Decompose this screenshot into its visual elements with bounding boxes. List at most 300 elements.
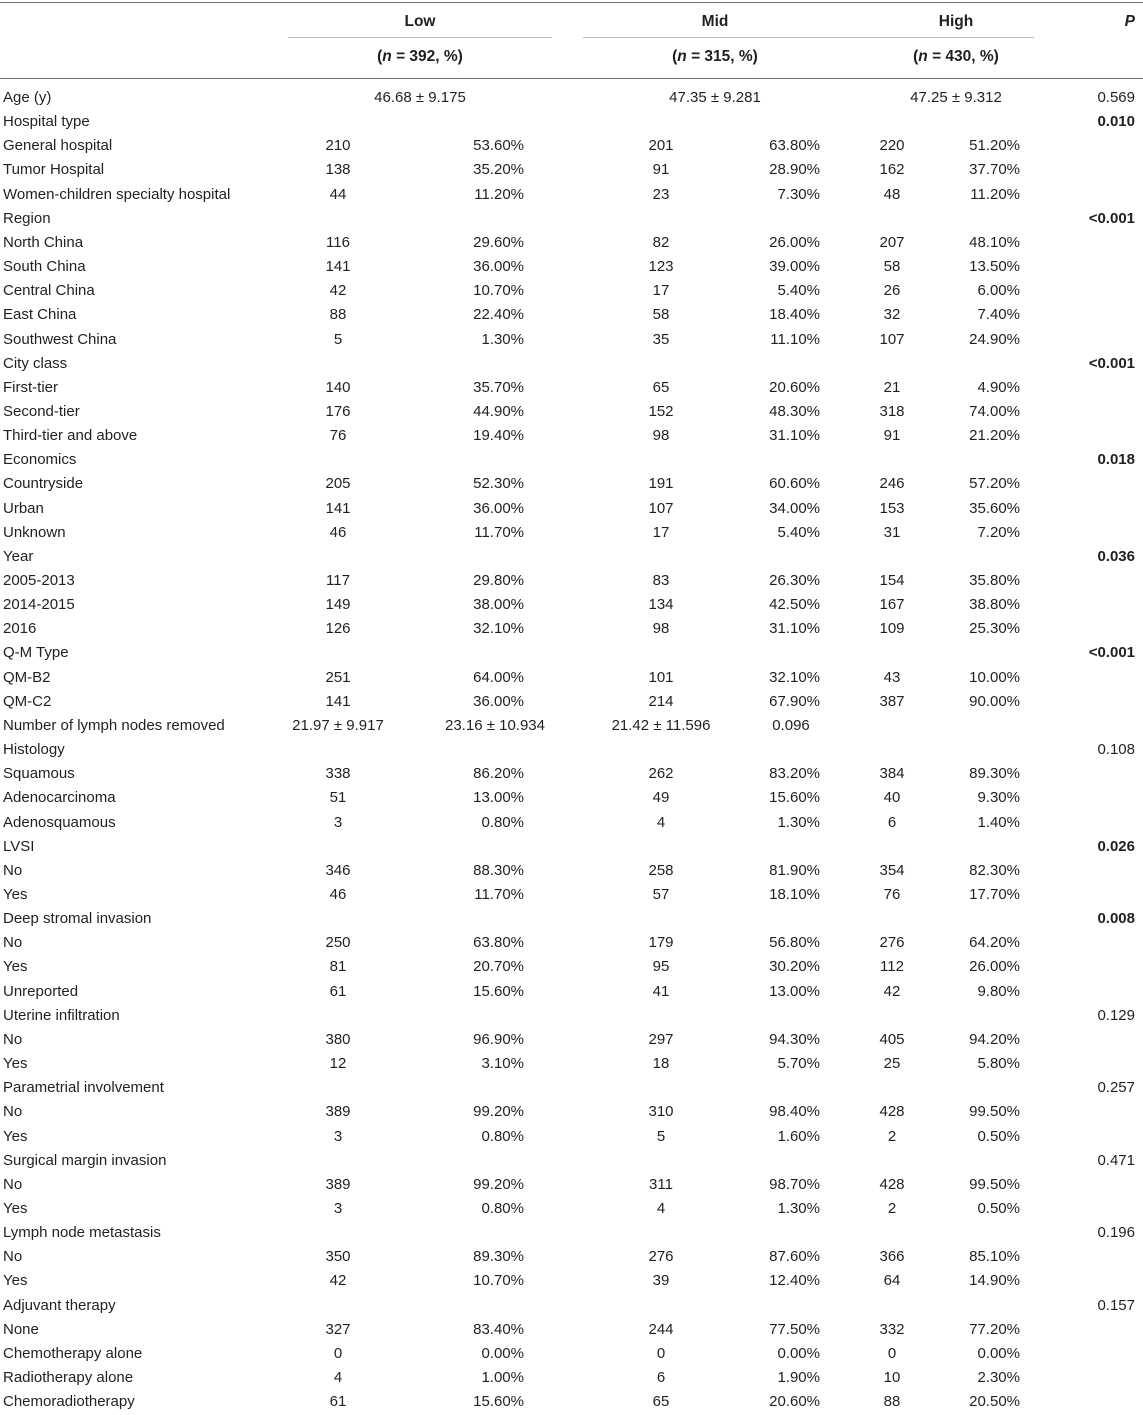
high-percent: 7.40% <box>977 306 1020 324</box>
low-percent: 11.20% <box>474 185 524 203</box>
section-row <box>0 352 1143 376</box>
table-row <box>0 811 1143 835</box>
p-value: 0.026 <box>1097 837 1135 855</box>
mid-percent: 26.30% <box>769 572 820 589</box>
section-row <box>0 907 1143 931</box>
table-row <box>0 593 1143 617</box>
high-count: 64 <box>883 1272 901 1290</box>
mid-percent: 63.80% <box>769 137 820 155</box>
row-label: Year <box>3 547 34 565</box>
low-percent: 99.20% <box>473 1175 524 1193</box>
mid-count: 5 <box>656 1127 666 1145</box>
low-percent: 35.20% <box>473 161 524 179</box>
high-percent: 17.70% <box>969 885 1020 903</box>
low-count: 205 <box>325 475 351 493</box>
mid-percent: 87.60% <box>769 1248 820 1266</box>
high-percent: 90.00% <box>969 692 1020 710</box>
mid-mean-sd: 47.35 ± 9.281 <box>669 89 761 106</box>
table-row <box>0 303 1143 327</box>
row-label: No <box>3 1030 23 1048</box>
low-percent: 20.70% <box>473 958 524 976</box>
mid-percent: 11.10% <box>770 330 820 348</box>
table-row <box>0 1173 1143 1197</box>
table-row <box>0 980 1143 1004</box>
low-percent: 36.00% <box>473 258 524 275</box>
section-row <box>0 1149 1143 1173</box>
p-value: 0.008 <box>1097 910 1135 928</box>
high-count: 21 <box>883 378 901 396</box>
high-percent: 82.30% <box>969 861 1020 879</box>
low-count: 61 <box>329 982 347 1000</box>
row-label: General hospital <box>3 137 113 155</box>
p-value: 0.018 <box>1097 451 1135 469</box>
mid-count: 98 <box>652 620 670 638</box>
mid-percent: 94.30% <box>769 1030 820 1048</box>
high-count: 207 <box>879 233 905 251</box>
mid-percent: 98.70% <box>769 1175 820 1193</box>
mid-percent: 5.40% <box>777 523 820 541</box>
high-count: 0 <box>887 1344 897 1362</box>
high-count: 354 <box>879 861 905 879</box>
high-percent: 9.80% <box>977 982 1020 1000</box>
row-label: Central China <box>3 282 95 300</box>
high-percent: 0.50% <box>977 1199 1020 1217</box>
header-mid: Mid <box>701 13 729 30</box>
p-value: 0.471 <box>1097 1151 1135 1169</box>
low-count: 176 <box>325 402 351 420</box>
low-count: 389 <box>325 1103 351 1121</box>
low-count: 346 <box>325 861 351 879</box>
row-label: Hospital type <box>3 113 90 131</box>
high-mean-sd: 21.42 ± 11.596 <box>611 716 711 734</box>
mid-percent: 39.00% <box>769 258 820 275</box>
high-mean-sd: 47.25 ± 9.312 <box>910 89 1002 106</box>
p-value: 0.096 <box>772 716 810 734</box>
mid-count: 107 <box>648 499 674 517</box>
low-count: 88 <box>329 306 347 324</box>
low-count: 251 <box>325 668 351 686</box>
table-row <box>0 786 1143 810</box>
high-count: 384 <box>879 765 905 783</box>
high-percent: 85.10% <box>969 1248 1020 1266</box>
low-percent: 0.80% <box>481 1199 524 1217</box>
row-label: 2005-2013 <box>3 572 75 589</box>
mid-count: 17 <box>652 282 670 300</box>
row-label: 2014-2015 <box>3 596 75 614</box>
mid-percent: 83.20% <box>769 765 820 783</box>
row-label: Histology <box>3 741 65 758</box>
section-row <box>0 545 1143 569</box>
table-row <box>0 1052 1143 1076</box>
mid-percent: 81.90% <box>769 861 820 879</box>
low-percent: 13.00% <box>473 789 524 807</box>
high-count: 405 <box>879 1030 905 1048</box>
high-count: 76 <box>883 885 901 903</box>
low-percent: 89.30% <box>473 1248 524 1266</box>
table-row <box>0 1197 1143 1221</box>
low-count: 3 <box>333 1199 343 1217</box>
mid-percent: 5.40% <box>777 282 820 300</box>
p-value: <0.001 <box>1088 644 1135 662</box>
high-percent: 99.50% <box>969 1103 1020 1121</box>
low-percent: 0.80% <box>481 813 524 831</box>
high-percent: 11.20% <box>970 185 1020 203</box>
p-value: 0.129 <box>1097 1006 1135 1024</box>
mid-count: 65 <box>652 1393 670 1411</box>
header-bottom-rule <box>0 78 1143 79</box>
table-row <box>0 569 1143 593</box>
mid-percent: 12.40% <box>769 1272 820 1290</box>
table-row <box>0 255 1143 279</box>
table-row <box>0 955 1143 979</box>
p-value: 0.157 <box>1097 1296 1135 1314</box>
mid-percent: 1.60% <box>777 1127 820 1145</box>
table-row <box>0 424 1143 448</box>
p-value: 0.196 <box>1097 1224 1135 1241</box>
table-row <box>0 279 1143 303</box>
row-label: Adenocarcinoma <box>3 789 116 807</box>
header-p: P <box>1124 13 1135 30</box>
high-count: 2 <box>887 1199 897 1217</box>
mid-count: 6 <box>656 1368 666 1386</box>
row-label: Adjuvant therapy <box>3 1296 116 1314</box>
mid-percent: 26.00% <box>769 233 820 251</box>
table-row <box>0 376 1143 400</box>
low-count: 42 <box>329 282 347 300</box>
mid-count: 191 <box>648 475 674 493</box>
section-row <box>0 835 1143 859</box>
mid-percent: 67.90% <box>769 692 820 710</box>
header-sub-high: (n = 430, %) <box>913 48 999 65</box>
mid-count: 65 <box>652 378 670 396</box>
low-count: 12 <box>329 1055 347 1072</box>
low-percent: 15.60% <box>473 982 524 1000</box>
row-label: Countryside <box>3 475 84 493</box>
table-row <box>0 497 1143 521</box>
high-percent: 64.20% <box>969 934 1020 952</box>
low-count: 250 <box>325 934 351 952</box>
table-row <box>0 1100 1143 1124</box>
header-sub-mid: (n = 315, %) <box>672 48 758 65</box>
high-count: 48 <box>883 185 901 203</box>
header-rule-high <box>824 37 1034 38</box>
low-percent: 22.40% <box>473 306 524 324</box>
table-row <box>0 183 1143 207</box>
low-count: 0 <box>333 1344 343 1362</box>
section-row <box>0 641 1143 665</box>
mid-count: 58 <box>652 306 670 324</box>
mid-percent: 15.60% <box>769 789 820 807</box>
low-percent: 1.30% <box>481 330 524 348</box>
row-label: North China <box>3 233 84 251</box>
low-percent: 10.70% <box>473 1272 524 1290</box>
mid-percent: 31.10% <box>769 620 820 638</box>
low-count: 210 <box>325 137 351 155</box>
low-percent: 11.70% <box>474 885 524 903</box>
row-label: No <box>3 861 23 879</box>
low-count: 44 <box>329 185 347 203</box>
low-percent: 63.80% <box>473 934 524 952</box>
high-percent: 94.20% <box>969 1030 1020 1048</box>
low-count: 51 <box>329 789 347 807</box>
high-count: 276 <box>879 934 905 952</box>
mid-count: 123 <box>648 258 674 275</box>
section-row <box>0 110 1143 134</box>
header-rule-low <box>288 37 552 38</box>
high-percent: 1.40% <box>977 813 1020 831</box>
low-count: 141 <box>325 692 351 710</box>
high-percent: 57.20% <box>969 475 1020 493</box>
high-count: 428 <box>879 1103 905 1121</box>
mid-percent: 60.60% <box>769 475 820 493</box>
high-percent: 99.50% <box>969 1175 1020 1193</box>
row-label: Radiotherapy alone <box>3 1368 134 1386</box>
low-count: 3 <box>333 1127 343 1145</box>
mid-count: 258 <box>648 861 674 879</box>
mid-mean-sd: 23.16 ± 10.934 <box>445 716 545 734</box>
table-row <box>0 931 1143 955</box>
mid-percent: 30.20% <box>769 958 820 976</box>
low-percent: 29.60% <box>473 233 524 251</box>
mid-percent: 56.80% <box>769 934 820 952</box>
p-value: 0.036 <box>1097 547 1135 565</box>
mid-count: 276 <box>648 1248 674 1266</box>
high-percent: 51.20% <box>969 137 1020 155</box>
low-count: 138 <box>325 161 351 179</box>
table-row <box>0 1028 1143 1052</box>
row-label: Chemoradiotherapy <box>3 1393 135 1411</box>
p-value: 0.257 <box>1097 1079 1135 1097</box>
high-count: 6 <box>887 813 897 831</box>
row-label: QM-B2 <box>3 668 51 686</box>
low-percent: 52.30% <box>473 475 524 493</box>
high-count: 58 <box>883 258 901 275</box>
high-count: 10 <box>883 1368 901 1386</box>
row-label: Second-tier <box>3 402 80 420</box>
row-label: No <box>3 934 23 952</box>
p-value: <0.001 <box>1088 209 1135 227</box>
low-percent: 44.90% <box>473 402 524 420</box>
low-percent: 36.00% <box>473 692 524 710</box>
mid-count: 262 <box>648 765 674 783</box>
high-count: 366 <box>879 1248 905 1266</box>
mid-count: 134 <box>648 596 674 614</box>
row-label: Economics <box>3 451 77 469</box>
low-count: 350 <box>325 1248 351 1266</box>
high-percent: 37.70% <box>969 161 1020 179</box>
high-percent: 13.50% <box>969 258 1020 275</box>
mid-count: 297 <box>648 1030 674 1048</box>
mid-count: 311 <box>649 1175 673 1193</box>
mid-percent: 20.60% <box>769 1393 820 1411</box>
high-count: 2 <box>887 1127 897 1145</box>
mid-count: 17 <box>652 523 670 541</box>
row-label: Tumor Hospital <box>3 161 105 179</box>
row-label: Q-M Type <box>3 644 69 662</box>
high-percent: 9.30% <box>977 789 1020 807</box>
mid-percent: 18.40% <box>769 306 820 324</box>
table-row <box>0 1269 1143 1293</box>
mid-count: 23 <box>652 185 670 203</box>
section-row <box>0 1076 1143 1100</box>
low-percent: 15.60% <box>473 1393 524 1411</box>
low-count: 4 <box>333 1368 343 1386</box>
table-row <box>0 472 1143 496</box>
table-row <box>0 1245 1143 1269</box>
header-rule-mid <box>583 37 847 38</box>
mid-count: 95 <box>652 958 670 976</box>
high-percent: 89.30% <box>969 765 1020 783</box>
high-count: 387 <box>879 692 905 710</box>
row-label: Southwest China <box>3 330 117 348</box>
mid-count: 91 <box>652 161 670 179</box>
section-row <box>0 738 1143 762</box>
row-label: South China <box>3 258 86 275</box>
mid-count: 179 <box>648 934 674 952</box>
low-percent: 96.90% <box>473 1030 524 1048</box>
header-sub-low: (n = 392, %) <box>377 48 463 65</box>
row-label: Lymph node metastasis <box>3 1224 161 1241</box>
low-percent: 11.70% <box>474 523 524 541</box>
low-count: 327 <box>325 1320 351 1338</box>
row-label: Yes <box>3 1127 28 1145</box>
high-count: 40 <box>883 789 901 807</box>
row-label: City class <box>3 354 68 372</box>
mid-percent: 20.60% <box>769 378 820 396</box>
row-label: Yes <box>3 1272 28 1290</box>
low-percent: 99.20% <box>473 1103 524 1121</box>
mid-count: 82 <box>652 233 670 251</box>
high-percent: 5.80% <box>977 1055 1020 1072</box>
low-count: 46 <box>329 885 347 903</box>
row-label: Chemotherapy alone <box>3 1344 143 1362</box>
table-row <box>0 134 1143 158</box>
table-row <box>0 86 1143 110</box>
mid-count: 98 <box>652 427 670 445</box>
table-row <box>0 1366 1143 1390</box>
low-percent: 36.00% <box>473 499 524 517</box>
table-row <box>0 1390 1143 1414</box>
section-row <box>0 448 1143 472</box>
mid-count: 57 <box>652 885 670 903</box>
high-count: 153 <box>879 499 905 517</box>
table-row <box>0 859 1143 883</box>
low-mean-sd: 21.97 ± 9.917 <box>292 716 384 734</box>
low-count: 5 <box>333 330 343 348</box>
mid-count: 35 <box>652 330 670 348</box>
section-row <box>0 207 1143 231</box>
row-label: Urban <box>3 499 44 517</box>
low-count: 76 <box>329 427 347 445</box>
table-row <box>0 1318 1143 1342</box>
low-count: 42 <box>329 1272 347 1290</box>
mid-percent: 1.90% <box>777 1368 820 1386</box>
row-label: 2016 <box>3 620 37 638</box>
low-percent: 29.80% <box>473 572 524 589</box>
mid-percent: 77.50% <box>769 1320 820 1338</box>
high-count: 26 <box>883 282 901 300</box>
high-percent: 26.00% <box>969 958 1020 976</box>
high-percent: 6.00% <box>977 282 1020 300</box>
low-count: 141 <box>325 258 351 275</box>
row-label: Uterine infiltration <box>3 1006 120 1024</box>
table-row <box>0 690 1143 714</box>
low-percent: 53.60% <box>473 137 524 155</box>
table-row <box>0 762 1143 786</box>
row-label: Squamous <box>3 765 75 783</box>
high-percent: 2.30% <box>977 1368 1020 1386</box>
high-percent: 10.00% <box>969 668 1020 686</box>
table-row <box>0 158 1143 182</box>
mid-percent: 42.50% <box>769 596 820 614</box>
row-label: No <box>3 1248 23 1266</box>
mid-count: 39 <box>652 1272 670 1290</box>
high-percent: 24.90% <box>969 330 1020 348</box>
mid-percent: 32.10% <box>769 668 820 686</box>
mid-percent: 1.30% <box>777 813 820 831</box>
high-percent: 38.80% <box>969 596 1020 614</box>
low-count: 126 <box>325 620 351 638</box>
high-count: 246 <box>879 475 905 493</box>
row-label: Unknown <box>3 523 66 541</box>
high-percent: 20.50% <box>969 1393 1020 1411</box>
row-label: Surgical margin invasion <box>3 1151 167 1169</box>
low-count: 116 <box>326 233 350 251</box>
low-percent: 0.80% <box>481 1127 524 1145</box>
low-count: 46 <box>329 523 347 541</box>
mid-count: 4 <box>656 813 666 831</box>
low-percent: 88.30% <box>473 861 524 879</box>
mid-percent: 13.00% <box>769 982 820 1000</box>
p-value: 0.108 <box>1097 741 1135 758</box>
row-label: LVSI <box>3 837 35 855</box>
row-label: Unreported <box>3 982 79 1000</box>
table-row <box>0 400 1143 424</box>
low-percent: 3.10% <box>481 1055 524 1072</box>
table-row <box>0 714 1143 738</box>
mid-percent: 34.00% <box>769 499 820 517</box>
table-row <box>0 231 1143 255</box>
high-percent: 48.10% <box>969 233 1020 251</box>
mid-count: 83 <box>652 572 670 589</box>
mid-percent: 31.10% <box>769 427 820 445</box>
mid-percent: 5.70% <box>777 1055 820 1072</box>
p-value: 0.010 <box>1097 113 1135 131</box>
high-count: 91 <box>883 427 901 445</box>
row-label: Deep stromal invasion <box>3 910 152 928</box>
high-percent: 77.20% <box>969 1320 1020 1338</box>
table-row <box>0 1342 1143 1366</box>
mid-percent: 1.30% <box>777 1199 820 1217</box>
table-row <box>0 521 1143 545</box>
row-label: None <box>3 1320 39 1338</box>
mid-count: 101 <box>648 668 674 686</box>
header-high: High <box>938 13 974 30</box>
high-percent: 74.00% <box>969 402 1020 420</box>
high-count: 220 <box>879 137 905 155</box>
mid-count: 244 <box>648 1320 674 1338</box>
row-label: No <box>3 1175 23 1193</box>
high-percent: 14.90% <box>969 1272 1020 1290</box>
high-count: 318 <box>879 402 905 420</box>
mid-count: 310 <box>648 1103 674 1121</box>
table-top-rule <box>0 2 1143 3</box>
low-count: 117 <box>326 572 350 589</box>
header-low: Low <box>404 13 436 30</box>
row-label: Adenosquamous <box>3 813 116 831</box>
low-count: 140 <box>325 378 351 396</box>
low-count: 380 <box>325 1030 351 1048</box>
